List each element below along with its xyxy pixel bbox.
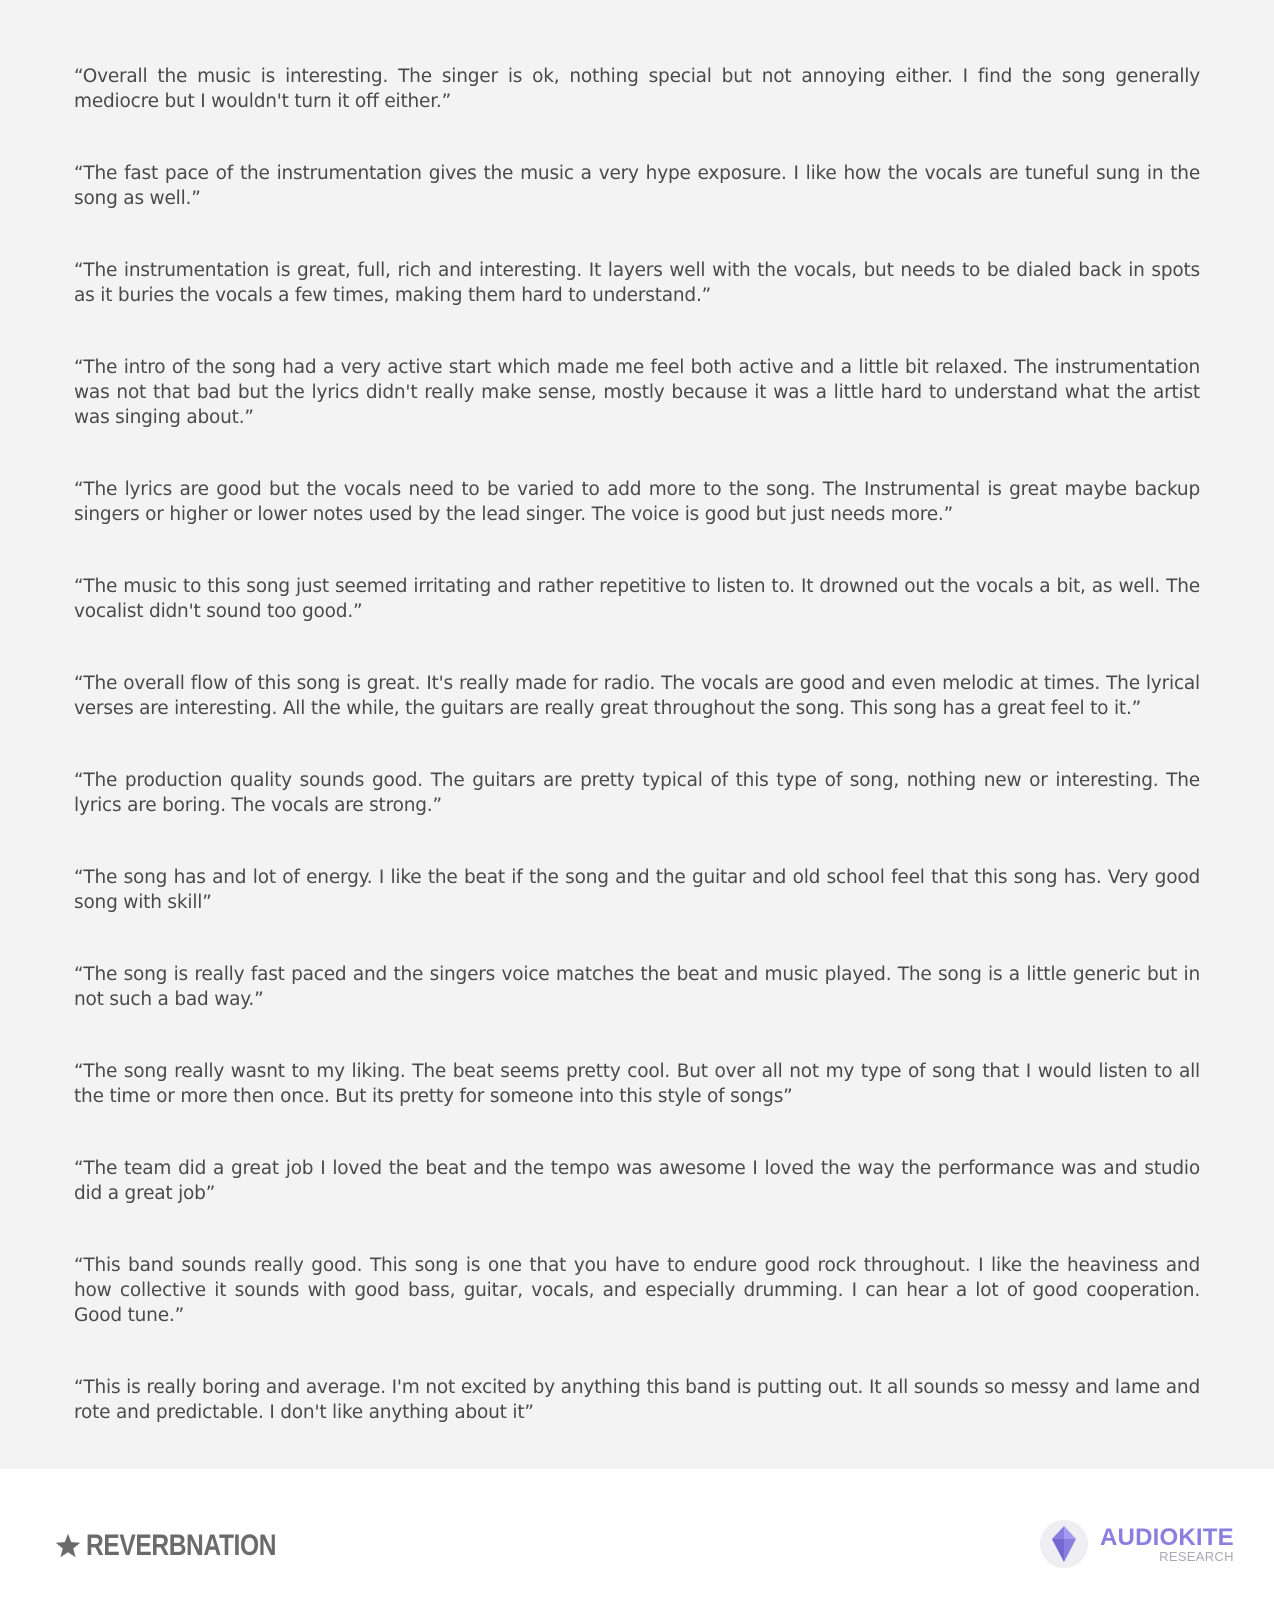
comment-item: “The instrumentation is great, full, rich and interesting. It layers well with the vocals, but needs to be dialed back in spots as it buries the vocals a few times, making them hard to understand.” [74,260,1200,306]
comment-item: “Overall the music is interesting. The singer is ok, nothing special but not annoying either. I find the song generally mediocre but I wouldn't turn it off either.” [74,66,1200,112]
comment-item: “The lyrics are good but the vocals need to be varied to add more to the song. The Instrumental is great maybe backup singers or higher or lower notes used by the lead singer. The voice is good but just needs more.” [74,479,1200,525]
reverbnation-wordmark: REVERBNATION [86,1529,277,1562]
audiokite-wordmark [1100,1523,1234,1564]
diamond-icon [1049,1524,1079,1564]
comment-item: “The song has and lot of energy. I like the beat if the song and the guitar and old school feel that this song has. Very good song with skill” [74,867,1200,913]
comment-item: “This is really boring and average. I'm not excited by anything this band is putting out. It all sounds so messy and lame and rote and predictable. I don't like anything about it” [74,1377,1200,1423]
comment-item: “The intro of the song had a very active start which made me feel both active and a little bit relaxed. The instrumentation was not that bad but the lyrics didn't really make sense, mostly because it was a little hard to understand what the artist was singing about.” [74,357,1200,428]
comment-item: “The overall flow of this song is great. It's really made for radio. The vocals are good and even melodic at times. The lyrical verses are interesting. All the while, the guitars are really great throughout the song. This song has a great feel to it.” [74,673,1200,719]
comment-item: “The music to this song just seemed irritating and rather repetitive to listen to. It drowned out the vocals a bit, as well. The vocalist didn't sound too good.” [74,576,1200,622]
audiokite-badge [1040,1520,1088,1568]
comment-list [74,64,1200,1472]
comment-item: “The song is really fast paced and the singers voice matches the beat and music played. The song is a little generic but in not such a bad way.” [74,964,1200,1010]
comment-item: “The team did a great job I loved the beat and the tempo was awesome I loved the way the performance was and studio did a great job” [74,1158,1200,1204]
comment-item: “This band sounds really good. This song is one that you have to endure good rock throughout. I like the heaviness and how collective it sounds with good bass, guitar, vocals, and especially drumming. I can hear a lot of good cooperation. Good tune.” [74,1255,1200,1326]
comment-item: “The production quality sounds good. The guitars are pretty typical of this type of song, nothing new or interesting. The lyrics are boring. The vocals are strong.” [74,770,1200,816]
audiokite-name: AUDIOKITE [1100,1523,1234,1551]
audiokite-logo [1040,1520,1234,1568]
comment-item: “The fast pace of the instrumentation gives the music a very hype exposure. I like how the vocals are tuneful sung in the song as well.” [74,163,1200,209]
reverbnation-logo [54,1531,318,1561]
star-icon [54,1532,82,1560]
comment-item: “The song really wasnt to my liking. The beat seems pretty cool. But over all not my type of song that I would listen to all the time or more then once. But its pretty for someone into this style of songs” [74,1061,1200,1107]
audiokite-subtitle: RESEARCH [1159,1548,1234,1564]
